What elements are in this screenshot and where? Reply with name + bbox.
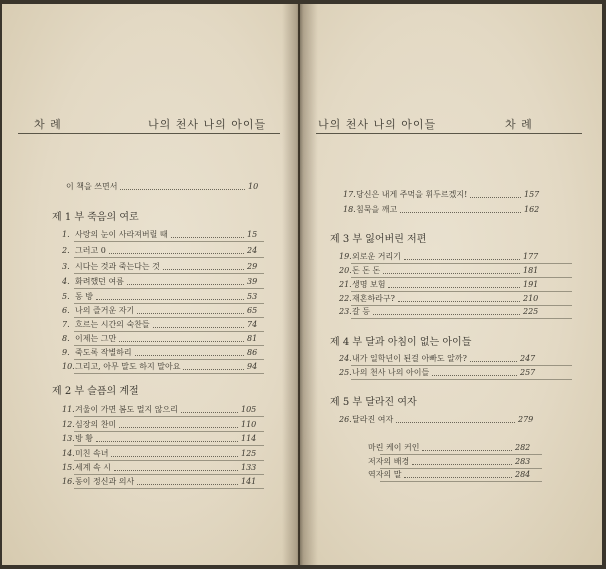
toc-leader-dots (137, 302, 244, 314)
toc-entry-title: 저자의 배경 (368, 457, 410, 466)
toc-entry-title: 화려했던 여름 (75, 277, 124, 286)
toc-entry-title: 흐르는 시간의 숙찬들 (75, 320, 150, 329)
toc-leader-dots (171, 226, 244, 238)
toc-entry-number: 9. (62, 348, 70, 357)
toc-entry-number: 25. (339, 368, 352, 377)
toc-entry-page: 125 (241, 449, 257, 458)
toc-entry-page: 15 (247, 230, 258, 239)
toc-leader-dots (400, 201, 521, 213)
toc-entry-title: 동 방 (75, 292, 93, 301)
toc-entry-number: 18. (343, 205, 356, 214)
entry-underline (351, 318, 572, 319)
toc-entry-page: 39 (247, 277, 258, 286)
toc-entry-title: 방 황 (75, 434, 93, 443)
toc-leader-dots (114, 459, 238, 471)
toc-leader-dots (119, 416, 238, 428)
toc-entry-title: 세계 속 시 (75, 463, 111, 472)
toc-entry (368, 469, 540, 481)
toc-entry-page: 86 (247, 348, 258, 357)
toc-entry-title: 그러고 0 (75, 246, 106, 255)
toc-entry-title: 죽도록 작별하리 (75, 348, 132, 357)
toc-entry-number: 19. (339, 252, 352, 261)
toc-entry-page: 279 (518, 415, 534, 424)
toc-entry-page: 247 (520, 354, 536, 363)
toc-entry-page: 162 (524, 205, 540, 214)
toc-entry-page: 283 (515, 457, 531, 466)
entry-underline (380, 481, 542, 482)
toc-entry-page: 110 (241, 420, 257, 429)
toc-entry-title: 내가 일학년이 된걸 아빠도 알까? (352, 354, 467, 363)
part-heading: 제 2 부 슬픔의 계절 (52, 386, 139, 397)
part-heading: 제 4 부 달과 아침이 없는 아이들 (330, 337, 472, 348)
part-heading: 제 3 부 잃어버린 저편 (330, 234, 427, 245)
toc-leader-dots (96, 288, 244, 300)
toc-leader-dots (135, 344, 244, 356)
toc-leader-dots (432, 364, 517, 376)
toc-entry-title: 침묵을 깨고 (356, 205, 398, 214)
toc-leader-dots (470, 186, 521, 198)
toc-entry-number: 3. (62, 262, 70, 271)
toc-entry-title: 역자의 말 (368, 470, 402, 479)
toc-entry-number: 7. (62, 320, 70, 329)
book-gutter (282, 4, 318, 565)
toc-entry-number: 5. (62, 292, 70, 301)
toc-entry-title: 심장의 찬미 (75, 420, 117, 429)
toc-leader-dots (96, 430, 238, 442)
toc-entry-title: 시다는 것과 죽는다는 것 (75, 262, 160, 271)
toc-entry (62, 404, 262, 416)
toc-leader-dots (181, 401, 238, 413)
toc-entry (62, 261, 262, 273)
toc-entry (339, 414, 570, 426)
left-header-rule (18, 133, 280, 134)
toc-leader-dots (119, 330, 244, 342)
toc-leader-dots (120, 178, 245, 190)
toc-entry (343, 189, 570, 201)
toc-leader-dots (109, 242, 244, 254)
toc-entry-number: 1. (62, 230, 70, 239)
toc-entry-number: 20. (339, 266, 352, 275)
toc-entry-page: 74 (247, 320, 258, 329)
entry-underline (74, 488, 264, 489)
toc-entry-title: 생명 보험 (352, 280, 386, 289)
toc-leader-dots (183, 358, 244, 370)
toc-entry-page: 94 (247, 362, 258, 371)
toc-entry-page: 24 (247, 246, 258, 255)
toc-entry-title: 동이 정신과 의사 (75, 477, 135, 486)
toc-leader-dots (412, 453, 512, 465)
right-header-title: 나의 천사 나의 아이들 (318, 118, 437, 131)
toc-entry (343, 204, 570, 216)
toc-entry (62, 433, 262, 445)
toc-leader-dots (398, 290, 520, 302)
toc-leader-dots (373, 303, 520, 315)
toc-leader-dots (137, 473, 238, 485)
left-header-title: 나의 천사 나의 아이들 (148, 118, 267, 131)
entry-underline (74, 373, 264, 374)
toc-entry-number: 13. (62, 434, 75, 443)
toc-entry-number: 16. (62, 477, 75, 486)
toc-leader-dots (422, 439, 512, 451)
right-header-label: 차 례 (505, 118, 533, 131)
toc-entry-page: 191 (523, 280, 539, 289)
toc-entry-page: 53 (247, 292, 258, 301)
toc-entry-title: 그리고, 아무 말도 하지 말아요 (75, 362, 181, 371)
toc-leader-dots (163, 258, 244, 270)
toc-entry-page: 157 (524, 190, 540, 199)
toc-entry-page: 282 (515, 443, 531, 452)
toc-entry-title: 재혼하라구? (352, 294, 395, 303)
toc-entry-title: 겨울이 가면 봄도 멀지 않으리 (75, 405, 178, 414)
entry-underline (351, 379, 572, 380)
toc-entry-number: 26. (339, 415, 352, 424)
toc-entry-page: 105 (241, 405, 257, 414)
toc-entry-number: 21. (339, 280, 352, 289)
toc-entry-number: 12. (62, 420, 75, 429)
toc-entry-title: 외로운 거리기 (352, 252, 401, 261)
toc-entry (62, 229, 262, 241)
part-heading: 제 1 부 죽음의 여로 (52, 212, 139, 223)
toc-entry-number: 2. (62, 246, 70, 255)
toc-entry-number: 4. (62, 277, 70, 286)
toc-entry-number: 15. (62, 463, 75, 472)
toc-leader-dots (388, 276, 520, 288)
toc-entry (62, 276, 262, 288)
right-header-rule (316, 133, 582, 134)
toc-entry-page: 177 (523, 252, 539, 261)
toc-leader-dots (383, 262, 520, 274)
toc-entry-number: 14. (62, 449, 75, 458)
toc-leader-dots (396, 411, 515, 423)
toc-entry-number: 8. (62, 334, 70, 343)
toc-entry (62, 361, 262, 373)
toc-entry-title: 미친 속녀 (75, 449, 109, 458)
toc-entry-page: 210 (523, 294, 539, 303)
toc-entry-title: 나의 즐거운 자기 (75, 306, 135, 315)
toc-entry-title: 마린 케이 커인 (368, 443, 420, 452)
part-heading: 제 5 부 달라진 여자 (330, 397, 417, 408)
toc-entry-page: 133 (241, 463, 257, 472)
toc-entry-title: 갈 등 (352, 307, 370, 316)
toc-entry-number: 23. (339, 307, 352, 316)
toc-entry-number: 24. (339, 354, 352, 363)
toc-entry-number: 22. (339, 294, 352, 303)
toc-entry-page: 181 (523, 266, 539, 275)
toc-leader-dots (404, 466, 512, 478)
toc-entry (62, 245, 262, 257)
toc-entry-page: 284 (515, 470, 531, 479)
toc-entry-title: 이 책을 쓰면서 (66, 182, 118, 191)
toc-entry-page: 257 (520, 368, 536, 377)
toc-entry-title: 나의 천사 나의 아이들 (352, 368, 430, 377)
toc-entry (339, 306, 570, 318)
toc-entry-number: 17. (343, 190, 356, 199)
toc-entry-page: 29 (247, 262, 258, 271)
toc-leader-dots (470, 350, 517, 362)
toc-entry (62, 476, 262, 488)
left-header-label: 차 례 (34, 118, 62, 131)
toc-entry-title: 당신은 내게 주먹을 휘두르겠지! (356, 190, 468, 199)
toc-entry-page: 65 (247, 306, 258, 315)
toc-entry-page: 141 (241, 477, 257, 486)
toc-leader-dots (111, 445, 238, 457)
toc-entry-title: 달라진 여자 (352, 415, 394, 424)
toc-entry-number: 11. (62, 405, 75, 414)
toc-entry-page: 81 (247, 334, 258, 343)
toc-leader-dots (127, 273, 244, 285)
toc-leader-dots (153, 316, 244, 328)
toc-entry-page: 225 (523, 307, 539, 316)
toc-entry-page: 114 (241, 434, 257, 443)
toc-entry-title: 이제는 그만 (75, 334, 117, 343)
toc-entry-number: 10. (62, 362, 75, 371)
toc-entry-title: 사랑의 눈이 사라져버릴 때 (75, 230, 168, 239)
toc-entry-number: 6. (62, 306, 70, 315)
toc-entry-page: 10 (248, 182, 259, 191)
toc-entry (66, 181, 262, 193)
toc-leader-dots (404, 248, 520, 260)
toc-entry-title: 돈 돈 돈 (352, 266, 381, 275)
toc-entry (339, 367, 570, 379)
